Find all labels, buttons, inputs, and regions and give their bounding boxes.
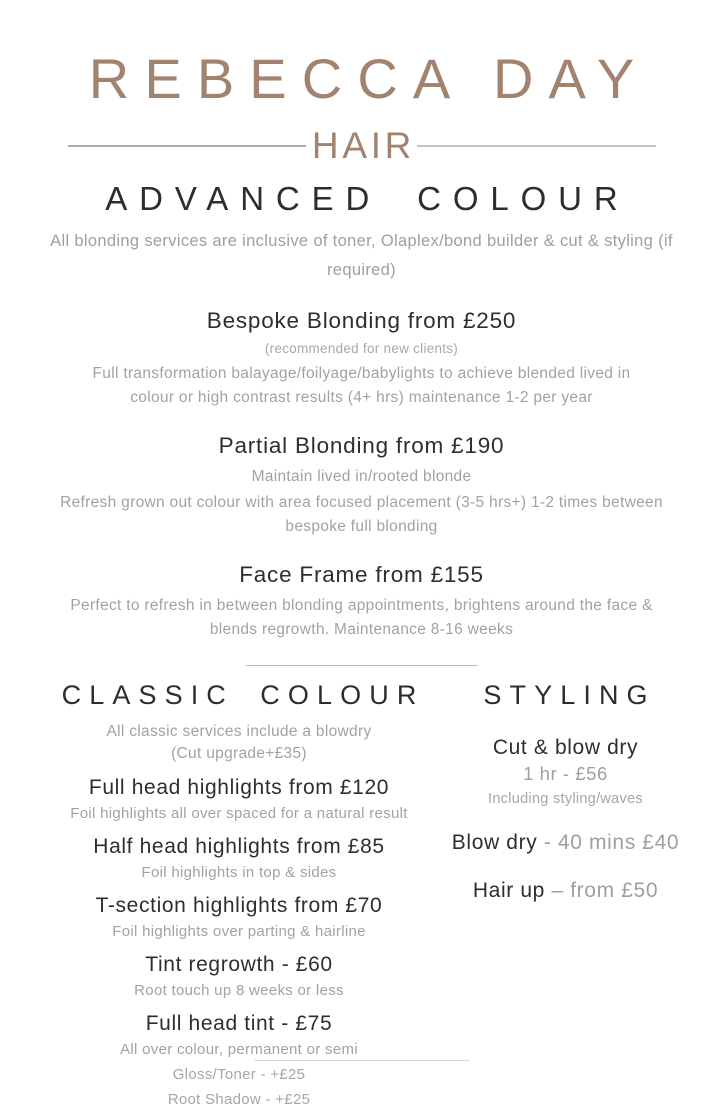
service-name: Full head tint - £75 [145, 1012, 333, 1036]
service-name: Cut & blow dry [492, 735, 639, 759]
service-t-section-highlights [40, 894, 438, 940]
service-full-head-tint [40, 1012, 438, 1058]
service-name: Tint regrowth - £60 [145, 953, 333, 977]
classic-colour-intro: All classic services include a blowdry [106, 722, 372, 740]
service-cut-and-blow-dry [438, 736, 693, 807]
service-name: Full head highlights from £120 [88, 776, 390, 800]
service-price: – from £50 [551, 878, 659, 902]
service-description: All over colour, permanent or semi [120, 1041, 358, 1059]
service-note: Maintain lived in/rooted blonde [251, 467, 472, 485]
service-partial-blonding [0, 433, 723, 539]
price-list-page [0, 46, 723, 1108]
left-rule-line [68, 145, 306, 147]
service-description: Full transformation balayage/foilyage/babylights to achieve blended lived in colour or high contrast results (4+ hrs) maintenance 1-2 per year [92, 364, 631, 406]
service-name: Bespoke Blonding from £250 [206, 307, 517, 333]
section-divider [246, 665, 478, 666]
section-title-classic-colour: CLASSIC COLOUR [61, 679, 425, 710]
service-description: Refresh grown out colour with area focused placement (3-5 hrs+) 1-2 times between bespoke full blonding [60, 493, 663, 535]
classic-colour-section [40, 680, 438, 1108]
service-half-head-highlights [40, 835, 438, 881]
service-description: Foil highlights in top & sides [141, 864, 337, 882]
service-name: Partial Blonding from £190 [218, 432, 505, 458]
styling-section [438, 680, 693, 1108]
classic-colour-upgrade-note: (Cut upgrade+£35) [171, 745, 307, 763]
service-note: Including styling/waves [488, 790, 643, 807]
service-name: Half head highlights from £85 [93, 835, 385, 859]
section-title-styling: STYLING [483, 679, 656, 710]
service-hair-up [438, 879, 693, 903]
lower-columns [0, 680, 723, 1108]
service-name: Hair up [472, 878, 545, 902]
addon-gloss-toner: Gloss/Toner - +£25 [172, 1066, 306, 1084]
service-description: Foil highlights over parting & hairline [112, 923, 366, 941]
service-face-frame [0, 562, 723, 642]
service-description: Root touch up 8 weeks or less [134, 982, 344, 1000]
advanced-colour-intro: All blonding services are inclusive of toner, Olaplex/bond builder & cut & styling (if required) [50, 232, 673, 279]
service-name: Face Frame from £155 [239, 561, 484, 587]
service-description: Perfect to refresh in between blonding appointments, brightens around the face & blends regrowth. Maintenance 8-16 weeks [70, 596, 653, 638]
right-rule-line [417, 145, 655, 147]
brand-subtitle-row [68, 127, 656, 164]
service-price: - 40 mins £40 [543, 830, 680, 854]
service-full-head-highlights [40, 776, 438, 822]
section-title-advanced-colour: ADVANCED COLOUR [105, 180, 630, 217]
service-price: 1 hr - £56 [523, 762, 608, 784]
service-tint-regrowth [40, 953, 438, 999]
brand-name: REBECCA DAY [88, 47, 650, 110]
bottom-divider [254, 1060, 469, 1061]
service-name: T-section highlights from £70 [95, 894, 383, 918]
brand-subtitle: HAIR [311, 125, 416, 166]
addon-root-shadow: Root Shadow - +£25 [167, 1091, 311, 1108]
service-bespoke-blonding [0, 308, 723, 410]
service-description: Foil highlights all over spaced for a natural result [70, 805, 408, 823]
service-blow-dry [438, 831, 693, 855]
service-name: Blow dry [451, 830, 538, 854]
advanced-colour-section [0, 180, 723, 642]
service-note: (recommended for new clients) [264, 340, 459, 356]
